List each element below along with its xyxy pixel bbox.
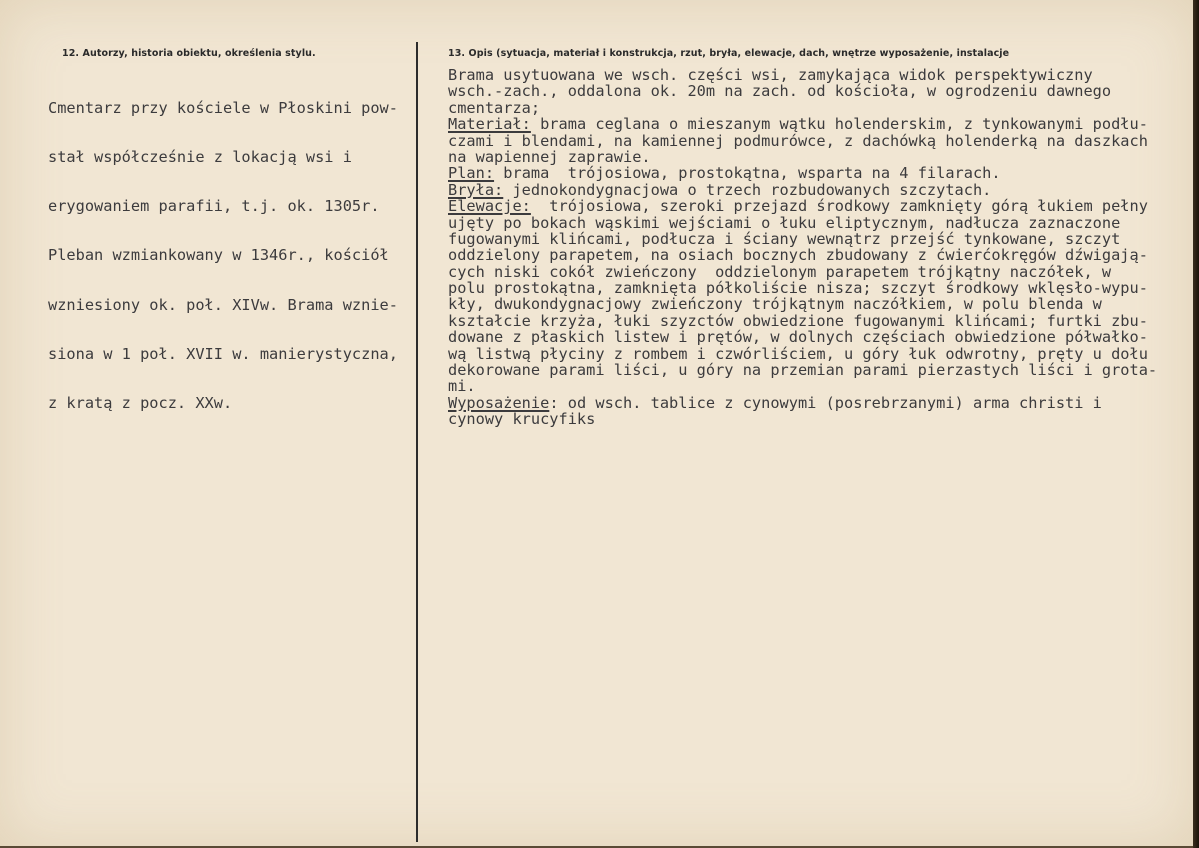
description-line <box>448 362 1157 378</box>
description-line <box>448 182 1157 198</box>
description-line <box>448 133 1157 149</box>
description-line <box>448 231 1157 247</box>
description-line-text: wą listwą płyciny z rombem i czwórliściem, u góry łuk odwrotny, pręty u dołu <box>448 344 1148 363</box>
history-line: stał współcześnie z lokacją wsi i <box>48 148 352 167</box>
description-line <box>448 165 1157 181</box>
description-line <box>448 198 1157 214</box>
history-line: siona w 1 poł. XVII w. manierystyczna, <box>48 344 398 363</box>
description-line <box>448 67 1157 83</box>
description-line-text: : od wsch. tablice z cynowymi (posrebrzanymi) arma christi i <box>549 393 1102 412</box>
description-line-text: cmentarza; <box>448 98 541 117</box>
description-line-text: Brama usytuowana we wsch. części wsi, zamykająca widok perspektywiczny <box>448 66 1093 84</box>
history-line: erygowaniem parafii, t.j. ok. 1305r. <box>48 197 380 216</box>
description-line <box>448 329 1157 345</box>
description-line-text: na wapiennej zaprawie. <box>448 147 651 166</box>
description-line <box>448 296 1157 312</box>
description-subheading: Plan: <box>448 164 495 183</box>
description-line-text: jednokondygnacjowa o trzech rozbudowanych szczytach. <box>503 180 992 199</box>
description-line <box>448 280 1157 296</box>
description-line-text: dowane z płaskich listew i prętów, w dolnych częściach obwiedzione półwałko- <box>448 328 1148 347</box>
description-line <box>448 116 1157 132</box>
section-13-header: 13. Opis (sytuacja, materiał i konstrukcja, rzut, bryła, elewacje, dach, wnętrze wyposażenie, instalacje <box>448 48 1010 59</box>
description-line-text: kształcie krzyża, łuki szyzctów obwiedzione fugowanymi klińcami; furtki zbu- <box>448 311 1148 330</box>
description-line <box>448 313 1157 329</box>
section-12-header: 12. Autorzy, historia obiektu, określenia stylu. <box>62 48 316 59</box>
description-line-text: trójosiowa, szeroki przejazd środkowy zamknięty górą łukiem pełny <box>530 197 1148 216</box>
description-line-text: polu prostokątna, zamknięta półkoliście nisza; szczyt środkowy wklęsło-wypu- <box>448 279 1148 298</box>
description-line-text: wsch.-zach., oddalona ok. 20m na zach. od kościoła, w ogrodzeniu dawnego <box>448 82 1112 101</box>
description-line-text: ujęty po bokach wąskimi wejściami o łuku eliptycznym, nadłucza zaznaczone <box>448 213 1121 232</box>
history-line: Cmentarz przy kościele w Płoskini pow- <box>48 98 398 117</box>
description-line-text: dekorowane parami liści, u góry na przemian parami pierzastych liści i grota- <box>448 361 1158 380</box>
history-line: wzniesiony ok. poł. XIVw. Brama wznie- <box>48 295 398 314</box>
description-line <box>448 411 1157 427</box>
description-line <box>448 346 1157 362</box>
description-line <box>448 149 1157 165</box>
column-divider <box>416 42 418 842</box>
description-line <box>448 83 1157 99</box>
history-line: z kratą z pocz. XXw. <box>48 394 233 413</box>
description-line-text: cynowy krucyfiks <box>448 410 596 429</box>
description-text <box>448 67 1157 428</box>
description-line-text: cych niski cokół zwieńczony oddzielonym parapetem trójkątny naczółek, w <box>448 262 1112 281</box>
description-line <box>448 215 1157 231</box>
description-line <box>448 100 1157 116</box>
description-line <box>448 378 1157 394</box>
description-line <box>448 264 1157 280</box>
description-line-text: mi. <box>448 377 476 396</box>
history-line: Pleban wzmiankowany w 1346r., kościół <box>48 246 389 265</box>
description-subheading: Materiał: <box>448 115 531 134</box>
card-edge <box>1193 0 1199 848</box>
history-text <box>48 67 398 444</box>
description-subheading: Wyposażenie <box>448 393 550 412</box>
description-line <box>448 395 1157 411</box>
description-line-text: brama ceglana o mieszanym wątku holenderskim, z tynkowanymi podłu- <box>530 115 1148 134</box>
description-line <box>448 247 1157 263</box>
description-line-text: fugowanymi klińcami, podłucza i ściany wewnątrz przejść tynkowane, szczyt <box>448 229 1121 248</box>
description-line-text: kły, dwukondygnacjowy zwieńczony trójkątnym naczółkiem, w polu blenda w <box>448 295 1102 314</box>
description-subheading: Bryła: <box>448 180 504 199</box>
description-line-text: oddzielony parapetem, na osiach bocznych zbudowany z ćwierćokręgów dźwigają- <box>448 246 1148 265</box>
description-subheading: Elewacje: <box>448 197 531 216</box>
description-line-text: czami i blendami, na kamiennej podmurówce, z dachówką holenderką na daszkach <box>448 131 1148 150</box>
description-line-text: brama trójosiowa, prostokątna, wsparta na 4 filarach. <box>494 164 1001 183</box>
